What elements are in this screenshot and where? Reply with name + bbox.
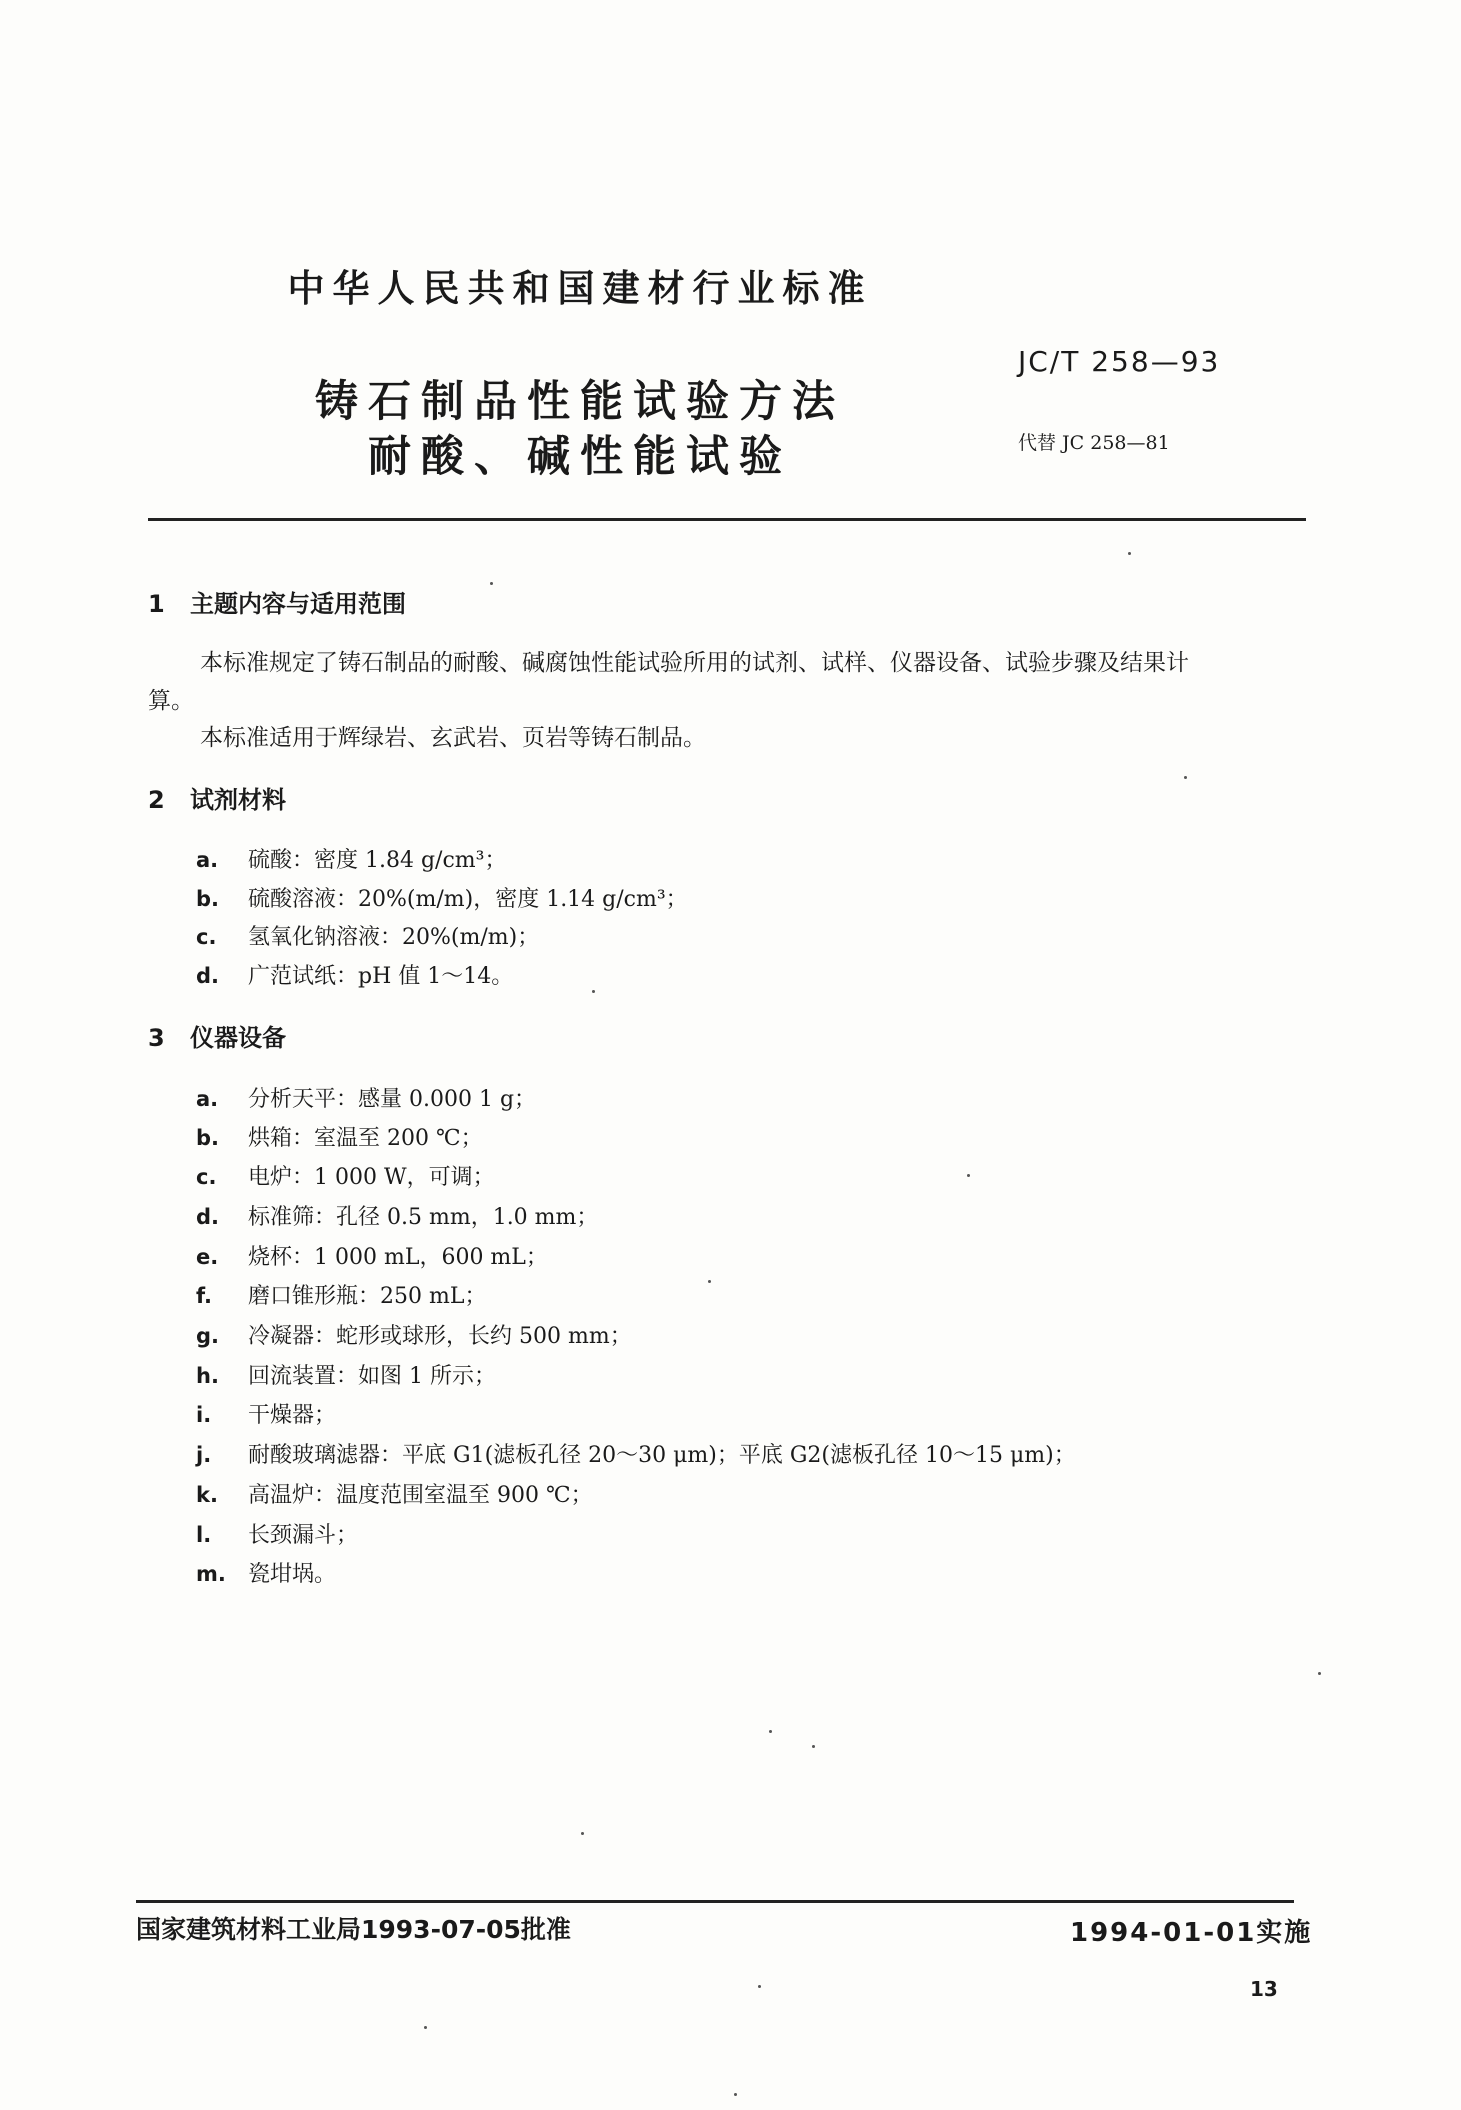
paragraph-text: 算。 — [148, 688, 194, 714]
list-item-label: b. — [196, 887, 220, 911]
list-item-label: e. — [196, 1245, 219, 1269]
document-title-line2: 耐酸、碱性能试验 — [368, 432, 792, 482]
list-item-label: a. — [196, 1087, 219, 1111]
scan-speck — [581, 1832, 584, 1835]
list-item-label: c. — [196, 925, 217, 949]
list-item-text: 硫酸：密度 1.84 g/cm³； — [248, 848, 507, 873]
scan-speck — [967, 1174, 970, 1177]
standard-code: JC/T 258—93 — [1018, 345, 1221, 378]
page-number: 13 — [1250, 1977, 1278, 2001]
list-item — [196, 1160, 495, 1191]
list-item — [196, 1478, 593, 1509]
paragraph — [148, 720, 1306, 756]
list-item-text: 分析天平：感量 0.000 1 g； — [248, 1087, 537, 1112]
list-item-label: m. — [196, 1562, 226, 1586]
list-item-text: 烘箱：室温至 200 ℃； — [248, 1126, 483, 1151]
list-item-text: 耐酸玻璃滤器：平底 G1(滤板孔径 20～30 μm)；平底 G2(滤板孔径 10～15 μm)； — [248, 1443, 1076, 1468]
list-item-label: f. — [196, 1284, 212, 1308]
list-item-label: c. — [196, 1165, 217, 1189]
list-item-text: 长颈漏斗； — [248, 1523, 359, 1548]
approval-statement: 国家建筑材料工业局1993-07-05批准 — [136, 1915, 571, 1944]
scan-speck — [424, 2026, 427, 2029]
list-item — [196, 1398, 336, 1429]
list-item — [196, 882, 688, 913]
list-item — [196, 1121, 483, 1152]
scan-speck — [1318, 1672, 1321, 1675]
paragraph-continuation — [148, 683, 1306, 719]
list-item — [196, 1279, 486, 1310]
list-item — [196, 1518, 358, 1549]
list-item — [196, 1557, 336, 1588]
list-item-text: 广范试纸：pH 值 1～14。 — [248, 964, 514, 989]
list-item — [196, 1082, 536, 1113]
list-item-text: 瓷坩埚。 — [248, 1562, 337, 1587]
effective-date: 1994-01-01实施 — [1070, 1918, 1313, 1948]
paragraph-text: 本标准规定了铸石制品的耐酸、碱腐蚀性能试验所用的试剂、试样、仪器设备、试验步骤及结果计 — [200, 650, 1189, 676]
section-title: 仪器设备 — [190, 1024, 286, 1052]
list-item-label: g. — [196, 1324, 220, 1348]
scan-speck — [1184, 776, 1187, 779]
list-item — [196, 1438, 1076, 1469]
scan-speck — [1128, 552, 1131, 555]
header-divider — [148, 518, 1306, 521]
list-item-label: a. — [196, 848, 219, 872]
scan-speck — [769, 1730, 772, 1733]
list-item-label: j. — [196, 1443, 212, 1467]
document-title-line1: 铸石制品性能试验方法 — [315, 377, 845, 427]
scan-speck — [592, 990, 595, 993]
scan-speck — [758, 1985, 761, 1988]
list-item-label: i. — [196, 1403, 212, 1427]
paragraph — [148, 645, 1306, 681]
list-item-text: 电炉：1 000 W，可调； — [248, 1165, 495, 1190]
list-item-text: 回流装置：如图 1 所示； — [248, 1364, 496, 1389]
list-item-text: 磨口锥形瓶：250 mL； — [248, 1284, 487, 1309]
list-item — [196, 843, 506, 874]
list-item-text: 硫酸溶液：20%(m/m)，密度 1.14 g/cm³； — [248, 887, 688, 912]
section-heading-2 — [148, 780, 286, 815]
scan-speck — [708, 1280, 711, 1283]
section-number: 2 — [148, 786, 165, 814]
list-item — [196, 1319, 632, 1350]
section-number: 3 — [148, 1024, 165, 1052]
list-item — [196, 920, 539, 951]
list-item-text: 氢氧化钠溶液：20%(m/m)； — [248, 925, 540, 950]
section-title: 试剂材料 — [190, 786, 286, 814]
list-item — [196, 1359, 496, 1390]
paragraph-text: 本标准适用于辉绿岩、玄武岩、页岩等铸石制品。 — [200, 725, 706, 751]
list-item-label: b. — [196, 1126, 220, 1150]
list-item-text: 标准筛：孔径 0.5 mm，1.0 mm； — [248, 1205, 599, 1230]
list-item-label: d. — [196, 1205, 220, 1229]
scan-speck — [734, 2093, 737, 2096]
list-item-text: 冷凝器：蛇形或球形，长约 500 mm； — [248, 1324, 632, 1349]
list-item-text: 干燥器； — [248, 1403, 337, 1428]
list-item-label: k. — [196, 1483, 218, 1507]
list-item — [196, 1240, 548, 1271]
scan-speck — [490, 582, 493, 585]
list-item-label: h. — [196, 1364, 219, 1388]
section-number: 1 — [148, 590, 165, 618]
footer-divider — [136, 1900, 1294, 1903]
issuing-authority-title: 中华人民共和国建材行业标准 — [287, 267, 873, 310]
section-heading-1 — [148, 584, 406, 619]
list-item-label: d. — [196, 964, 220, 988]
list-item-label: l. — [196, 1523, 212, 1547]
list-item-text: 烧杯：1 000 mL，600 mL； — [248, 1245, 548, 1270]
section-heading-3 — [148, 1018, 286, 1053]
section-title: 主题内容与适用范围 — [190, 590, 406, 618]
scan-speck — [812, 1745, 815, 1748]
replaces-standard: 代替 JC 258—81 — [1018, 432, 1170, 454]
list-item — [196, 1200, 598, 1231]
list-item — [196, 959, 513, 990]
list-item-text: 高温炉：温度范围室温至 900 ℃； — [248, 1483, 593, 1508]
